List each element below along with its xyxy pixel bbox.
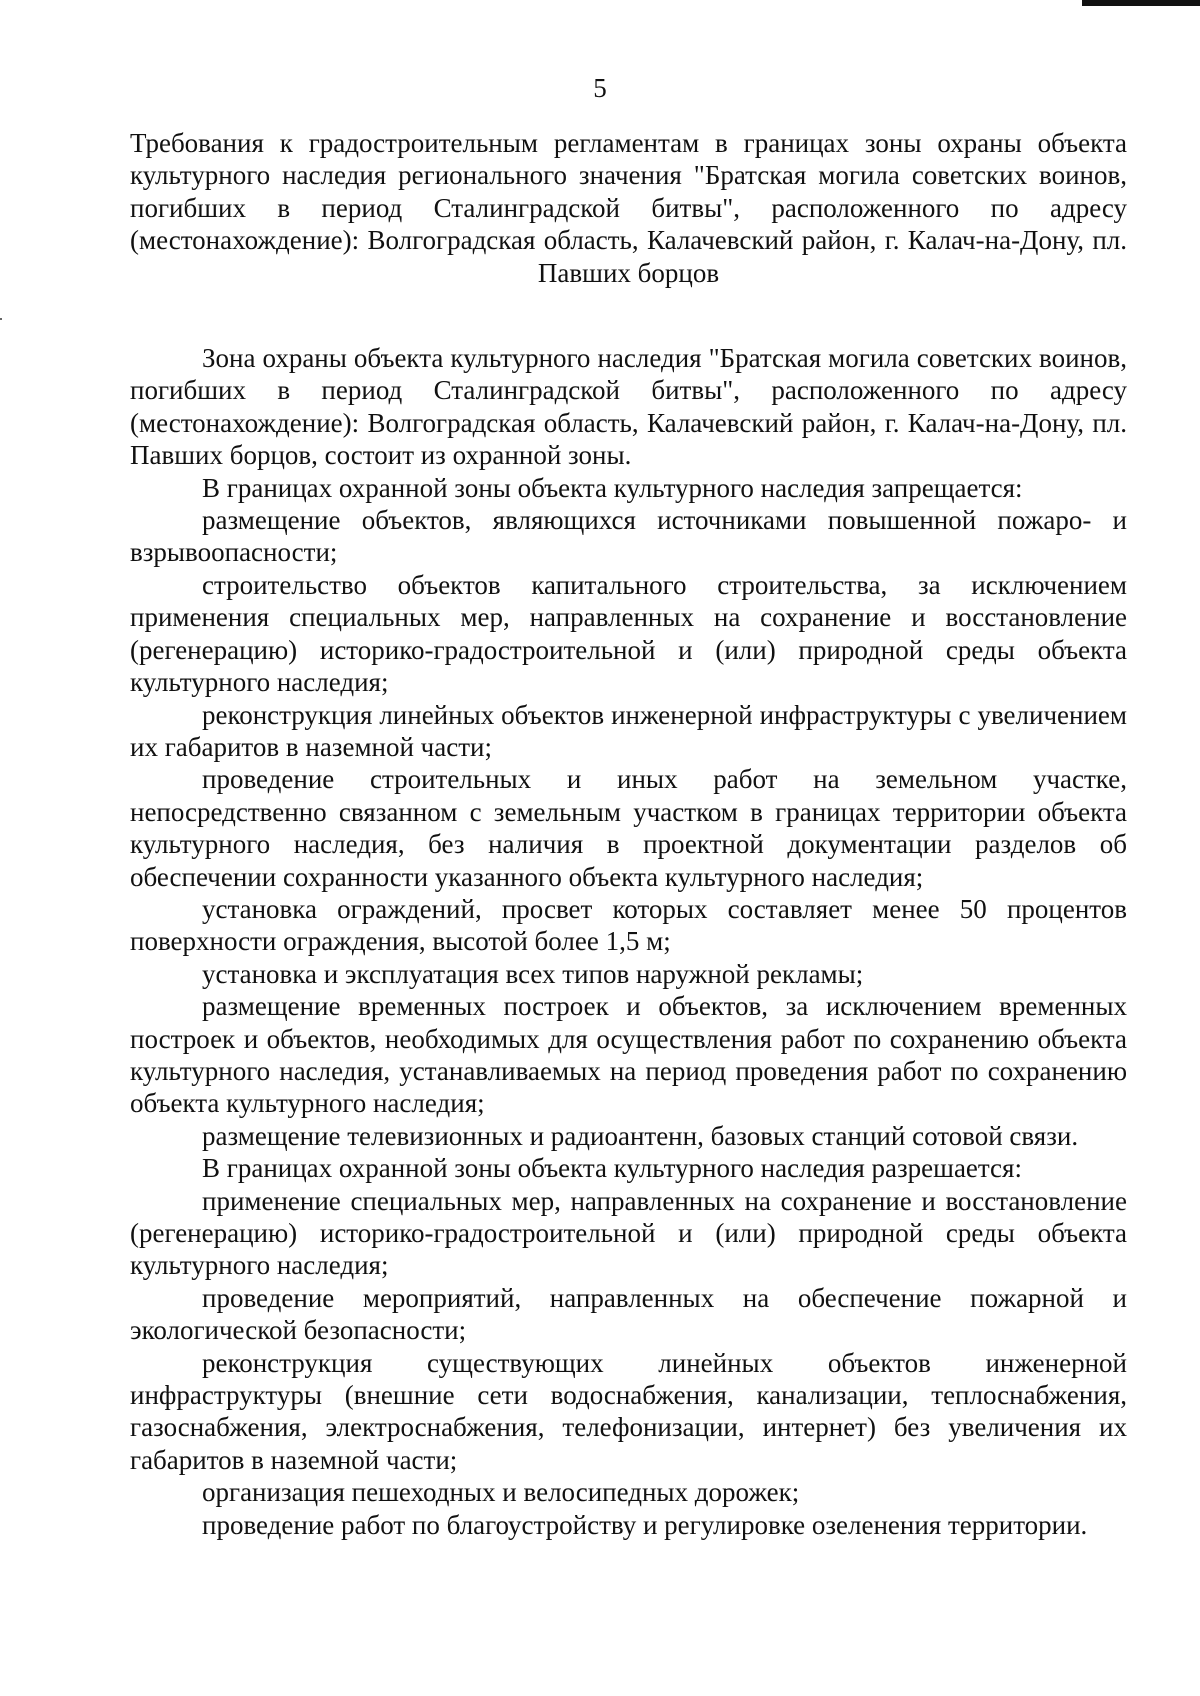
list-item-prohibited-works-on-plot: проведение строительных и иных работ на земельном участке, непосредственно связанном с земельным участком в границах территории объекта культурного наследия, без наличия в проектной документации разделов об обеспечении сохранности указанного объекта культурного наследия;	[130, 764, 1127, 892]
list-item-permitted-landscaping: проведение работ по благоустройству и регулировке озеленения территории.	[202, 1509, 1088, 1540]
list-item-prohibited-linear-reconstruction: реконструкция линейных объектов инженерной инфраструктуры с увеличением их габаритов в наземной части;	[130, 699, 1127, 762]
document-body	[130, 127, 1127, 1541]
title-spacer	[130, 289, 1127, 342]
page-number: 5	[593, 73, 607, 103]
list-item-prohibited-fire-hazard: размещение объектов, являющихся источниками повышенной пожаро- и взрывоопасности;	[130, 505, 1127, 568]
list-item-permitted-special-measures: применение специальных мер, направленных на сохранение и восстановление (регенерацию) историко-градостроительной и (или) природной среды объекта культурного наследия;	[130, 1185, 1127, 1281]
list-item-prohibited-fences: установка ограждений, просвет которых составляет менее 50 процентов поверхности ограждения, высотой более 1,5 м;	[130, 893, 1127, 957]
paragraph-prohibited-heading: В границах охранной зоны объекта культурного наследия запрещается:	[202, 472, 1023, 503]
list-item-permitted-linear-reconstruction: реконструкция существующих линейных объектов инженерной инфраструктуры (внешние сети водоснабжения, канализации, теплоснабжения, газоснабжения, электроснабжения, телефонизации, интернет) без увеличения их габаритов в наземной части;	[130, 1347, 1127, 1475]
list-item-permitted-safety-measures: проведение мероприятий, направленных на обеспечение пожарной и экологической безопасности;	[130, 1282, 1127, 1346]
scan-corner-mark	[1082, 0, 1200, 6]
list-item-prohibited-advertising: установка и эксплуатация всех типов наружной рекламы;	[202, 958, 864, 989]
list-item-prohibited-antennas: размещение телевизионных и радиоантенн, базовых станций сотовой связи.	[202, 1120, 1079, 1151]
scan-edge-speck	[0, 318, 2, 320]
list-item-permitted-paths: организация пешеходных и велосипедных дорожек;	[202, 1477, 800, 1508]
paragraph-zone-composition: Зона охраны объекта культурного наследия "Братская могила советских воинов, погибших в период Сталинградской битвы", расположенного по адресу (местонахождение): Волгоградская область, Калачевский район, г. Калач-на-Дону, пл. Павших борцов, состоит из охранной зоны.	[130, 343, 1127, 471]
paragraph-permitted-heading: В границах охранной зоны объекта культурного наследия разрешается:	[202, 1153, 1022, 1184]
document-title: Требования к градостроительным регламентам в границах зоны охраны объекта культурного наследия регионального значения "Братская могила советских воинов, погибших в период Сталинградской битвы", расположенного по адресу (местонахождение): Волгоградская область, Калачевский район, г. Калач-на-Дону, пл. Павших борцов	[130, 128, 1127, 288]
list-item-prohibited-construction: строительство объектов капитального строительства, за исключением применения специальных мер, направленных на сохранение и восстановление (регенерацию) историко-градостроительной и (или) природной среды объекта культурного наследия;	[130, 569, 1127, 698]
list-item-prohibited-temporary-buildings: размещение временных построек и объектов, за исключением временных построек и объектов, необходимых для осуществления работ по сохранению объекта культурного наследия, устанавливаемых на период проведения работ по сохранению объекта культурного наследия;	[130, 991, 1127, 1119]
